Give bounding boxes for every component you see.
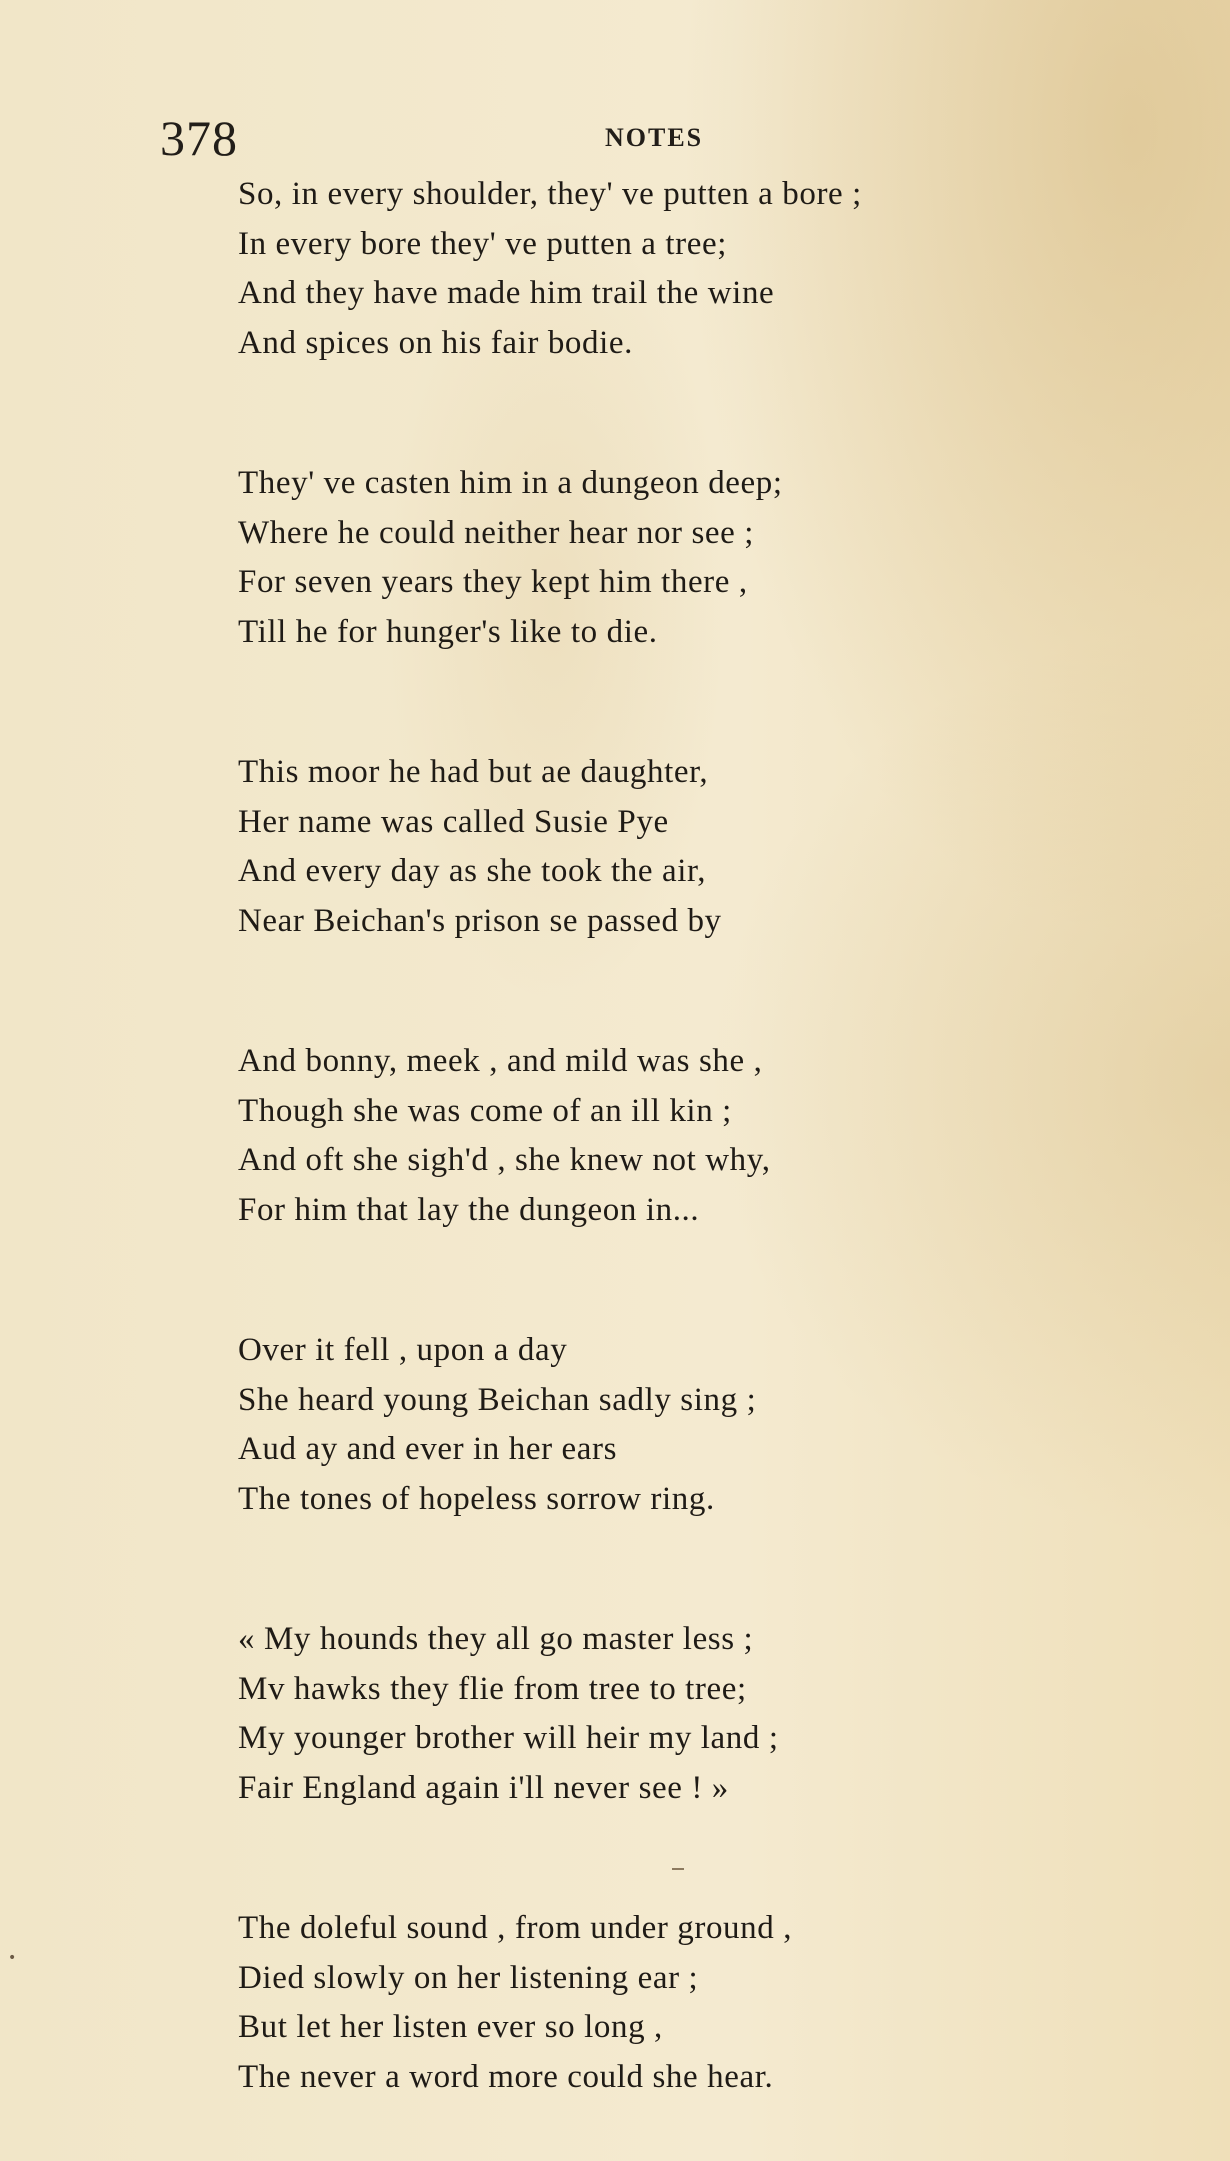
- verse-line: Fair England again i'll never see ! »: [238, 1769, 729, 1806]
- verse-line: « My hounds they all go master less ;: [238, 1621, 754, 1657]
- verse-line: But let her listen ever so long ,: [238, 2009, 663, 2045]
- verse-line: For seven years they kept him there ,: [238, 564, 748, 600]
- stanza: [238, 748, 1138, 946]
- page-header: [0, 108, 1230, 168]
- stanza: [238, 1904, 1138, 2102]
- verse-line: The never a word more could she hear.: [238, 2058, 774, 2095]
- verse-line: My younger brother will heir my land ;: [238, 1720, 779, 1756]
- poem-body: [238, 170, 1138, 2161]
- verse-line: Near Beichan's prison se passed by: [238, 902, 722, 939]
- verse-line: For him that lay the dungeon in...: [238, 1191, 700, 1228]
- verse-line: Mv hawks they flie from tree to tree;: [238, 1670, 747, 1707]
- verse-line: And bonny, meek , and mild was she ,: [238, 1043, 763, 1079]
- stanza: [238, 1326, 1138, 1524]
- verse-line: Aud ay and ever in her ears: [238, 1431, 618, 1467]
- verse-line: Though she was come of an ill kin ;: [238, 1092, 732, 1129]
- verse-line: And spices on his fair bodie.: [238, 324, 633, 361]
- verse-line: Died slowly on her listening ear ;: [238, 1959, 699, 1996]
- ink-speck-mark: •: [8, 1950, 17, 1966]
- page-number: 378: [160, 110, 238, 166]
- printer-dash-mark: [672, 1868, 684, 1870]
- stanza: [238, 170, 1138, 368]
- verse-line: Over it fell , upon a day: [238, 1332, 568, 1368]
- verse-line: Till he for hunger's like to die.: [238, 613, 658, 650]
- verse-line: In every bore they' ve putten a tree;: [238, 225, 728, 262]
- verse-line: This moor he had but ae daughter,: [238, 754, 709, 790]
- stanza: [238, 459, 1138, 657]
- verse-line: The tones of hopeless sorrow ring.: [238, 1480, 715, 1517]
- running-head: NOTES: [605, 123, 704, 152]
- stanza: [238, 1615, 1138, 1813]
- verse-line: And every day as she took the air,: [238, 853, 707, 889]
- verse-line: Where he could neither hear nor see ;: [238, 514, 755, 551]
- verse-line: And they have made him trail the wine: [238, 275, 775, 311]
- verse-line: The doleful sound , from under ground ,: [238, 1910, 793, 1946]
- stanza: [238, 1037, 1138, 1235]
- verse-line: Her name was called Susie Pye: [238, 803, 669, 840]
- verse-line: And oft she sigh'd , she knew not why,: [238, 1142, 771, 1178]
- verse-line: They' ve casten him in a dungeon deep;: [238, 465, 783, 501]
- verse-line: So, in every shoulder, they' ve putten a bore ;: [238, 176, 862, 212]
- verse-line: She heard young Beichan sadly sing ;: [238, 1381, 757, 1418]
